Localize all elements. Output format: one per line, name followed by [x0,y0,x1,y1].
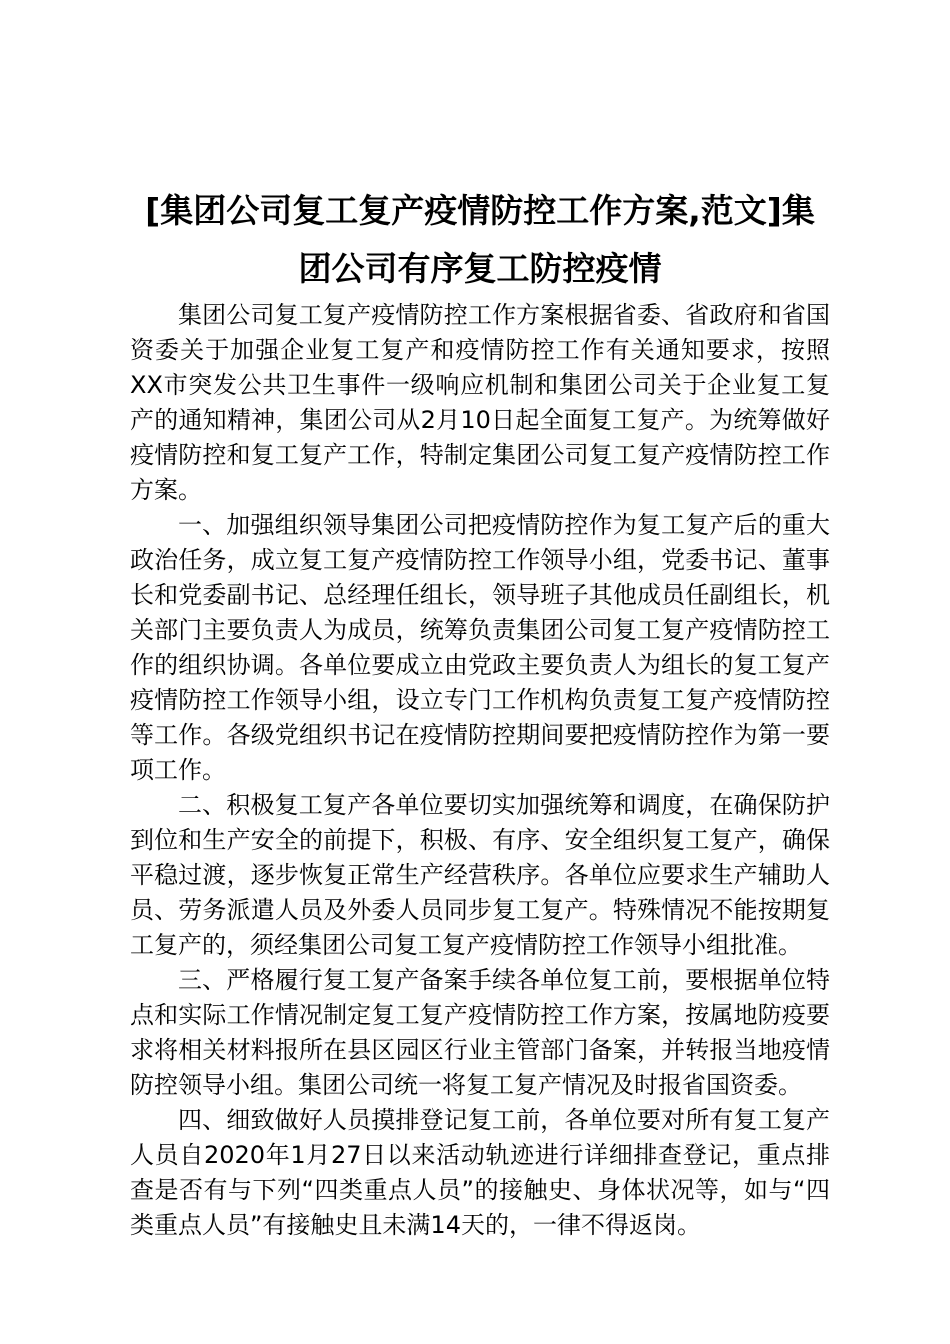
paragraph-section-4: 四、细致做好人员摸排登记复工前，各单位要对所有复工复产人员自2020年1月27日以来活动轨迹进行详细排查登记，重点排查是否有与下列“四类重点人员”的接触史、身体状况等，如与“四类重点人员”有接触史且未满14天的，一律不得返岗。 [130,1106,830,1239]
paragraph-intro: 集团公司复工复产疫情防控工作方案根据省委、省政府和省国资委关于加强企业复工复产和疫情防控工作有关通知要求，按照XX市突发公共卫生事件一级响应机制和集团公司关于企业复工复产的通知精神，集团公司从2月10日起全面复工复产。为统筹做好疫情防控和复工复产工作，特制定集团公司复工复产疫情防控工作方案。 [130,301,830,504]
paragraph-section-3: 三、严格履行复工复产备案手续各单位复工前，要根据单位特点和实际工作情况制定复工复产疫情防控工作方案，按属地防疫要求将相关材料报所在县区园区行业主管部门备案，并转报当地疫情防控领导小组。集团公司统一将复工复产情况及时报省国资委。 [130,966,830,1099]
paragraph-section-2: 二、积极复工复产各单位要切实加强统筹和调度，在确保防护到位和生产安全的前提下，积极、有序、安全组织复工复产，确保平稳过渡，逐步恢复正常生产经营秩序。各单位应要求生产辅助人员、劳务派遣人员及外委人员同步复工复产。特殊情况不能按期复工复产的，须经集团公司复工复产疫情防控工作领导小组批准。 [130,791,830,959]
title-line-1: [集团公司复工复产疫情防控工作方案,范文]集 [145,191,815,230]
document-title [120,182,840,298]
document-page [130,182,830,1243]
paragraph-section-1: 一、加强组织领导集团公司把疫情防控作为复工复产后的重大政治任务，成立复工复产疫情防控工作领导小组，党委书记、董事长和党委副书记、总经理任组长，领导班子其他成员任副组长，机关部门主要负责人为成员，统筹负责集团公司复工复产疫情防控工作的组织协调。各单位要成立由党政主要负责人为组长的复工复产疫情防控工作领导小组，设立专门工作机构负责复工复产疫情防控等工作。各级党组织书记在疫情防控期间要把疫情防控作为第一要项工作。 [130,511,830,784]
title-line-2: 团公司有序复工防控疫情 [298,249,662,288]
